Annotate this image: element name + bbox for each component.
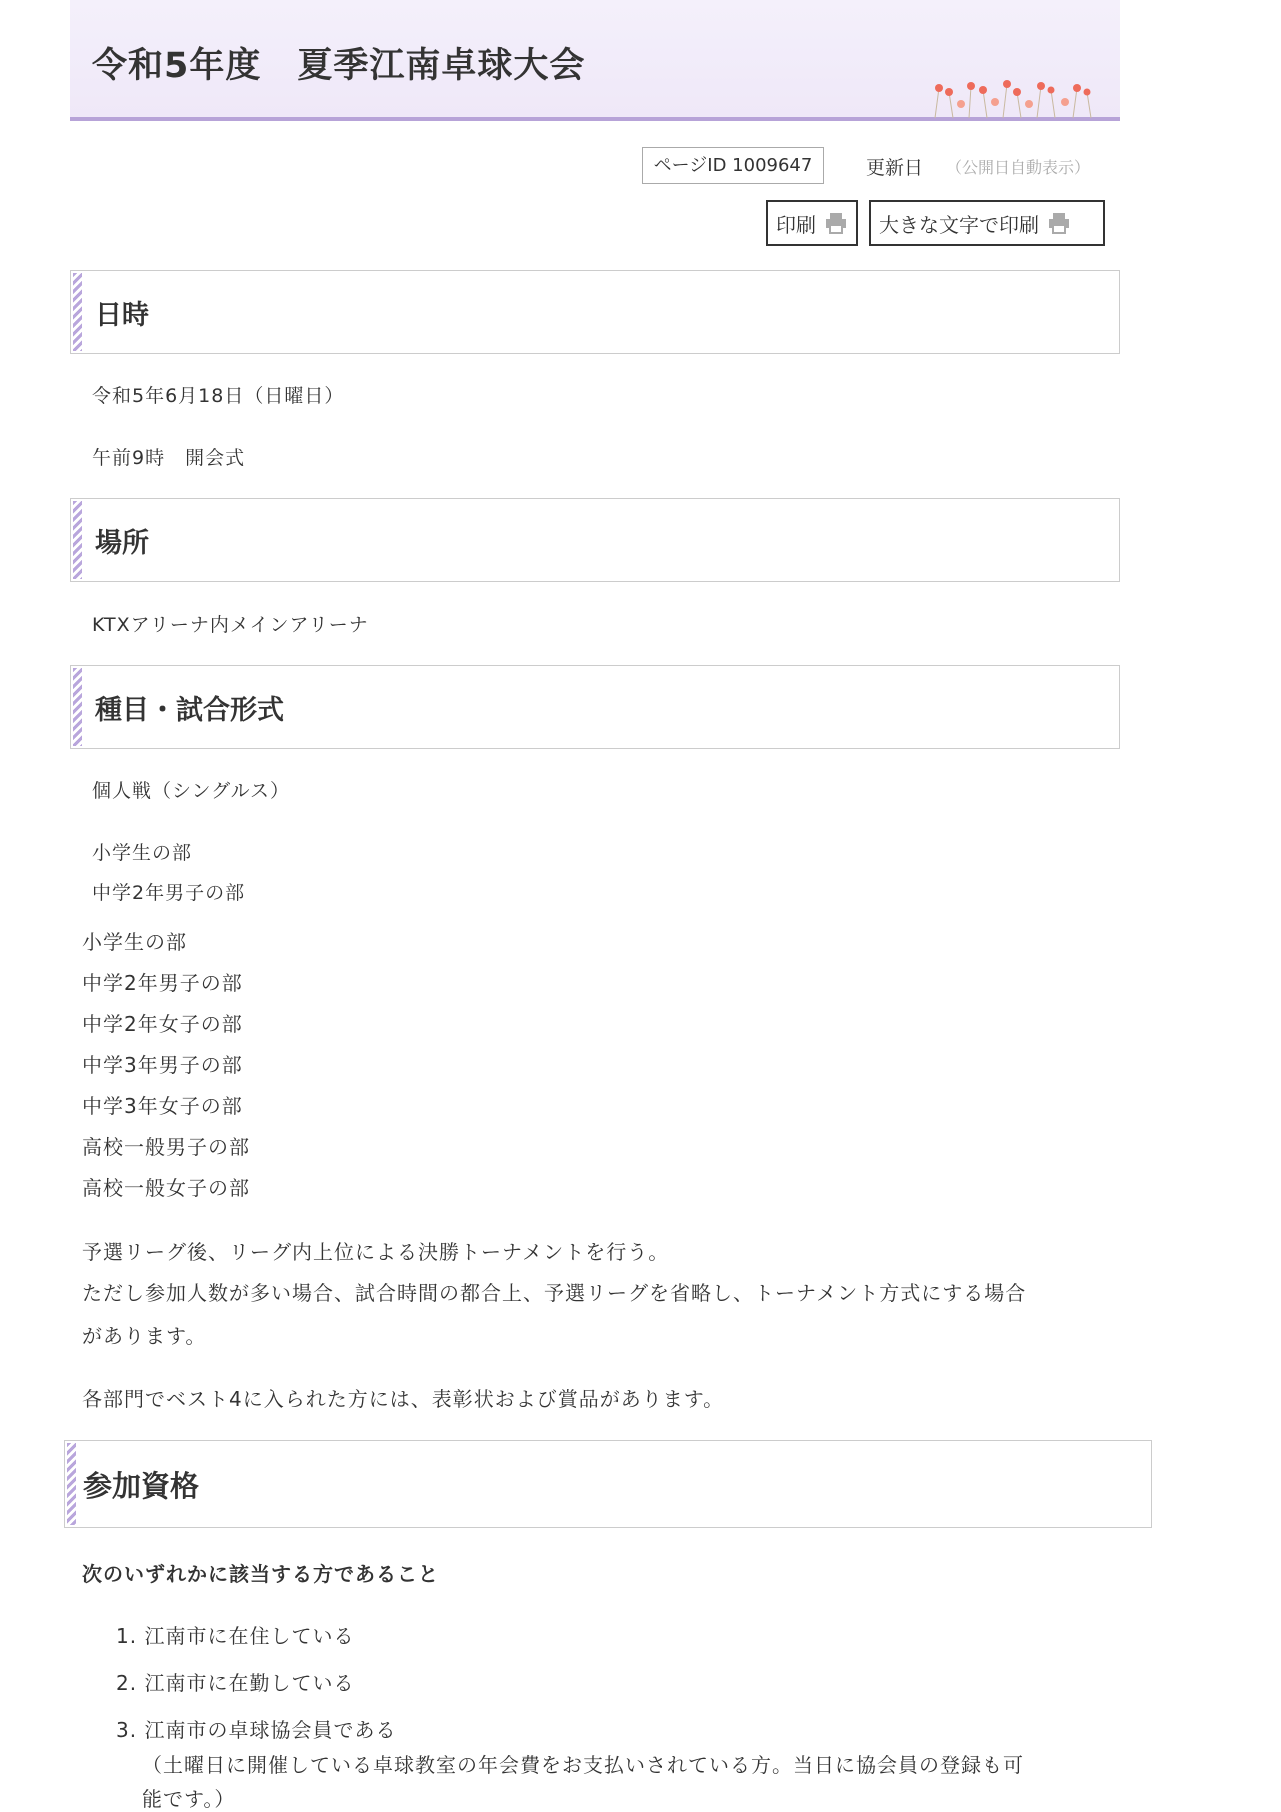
updated-value: （公開日自動表示） bbox=[946, 158, 1091, 177]
division-item: 小学生の部 bbox=[82, 930, 187, 954]
format-description: 予選リーグ後、リーグ内上位による決勝トーナメントを行う。 bbox=[82, 1240, 670, 1264]
heading-stripe bbox=[73, 273, 82, 351]
event-date: 令和5年6月18日（日曜日） bbox=[92, 385, 345, 407]
printer-icon bbox=[824, 211, 848, 235]
eligibility-note: （土曜日に開催している卓球教室の年会費をお支払いされている方。当日に協会員の登録も可 bbox=[142, 1753, 1024, 1777]
eligibility-item: 3. 江南市の卓球協会員である bbox=[116, 1718, 397, 1742]
division-item: 中学3年男子の部 bbox=[82, 1053, 243, 1077]
page-title: 令和5年度 夏季江南卓球大会 bbox=[92, 46, 586, 86]
print-button-label: 印刷 bbox=[776, 212, 816, 237]
section-heading-text: 種目・試合形式 bbox=[95, 694, 284, 726]
section-heading-text: 参加資格 bbox=[83, 1468, 200, 1503]
heading-stripe bbox=[73, 501, 82, 579]
updated-label: 更新日 bbox=[866, 157, 924, 179]
eligibility-note: 能です。） bbox=[142, 1787, 236, 1811]
division-item: 中学2年男子の部 bbox=[92, 882, 246, 904]
division-item: 中学2年男子の部 bbox=[82, 971, 243, 995]
eligibility-lead: 次のいずれかに該当する方であること bbox=[82, 1562, 439, 1586]
division-item: 高校一般女子の部 bbox=[82, 1176, 250, 1200]
section-heading-datetime bbox=[70, 270, 1120, 354]
format-description: があります。 bbox=[82, 1324, 207, 1348]
section-heading-events bbox=[70, 665, 1120, 749]
opening-time: 午前9時 開会式 bbox=[92, 447, 246, 469]
format-description: ただし参加人数が多い場合、試合時間の都合上、予選リーグを省略し、トーナメント方式にする場合 bbox=[82, 1281, 1027, 1305]
section-heading-eligibility bbox=[64, 1440, 1152, 1528]
division-item: 中学2年女子の部 bbox=[82, 1012, 243, 1036]
print-large-button-label: 大きな文字で印刷 bbox=[879, 212, 1039, 237]
division-item: 中学3年女子の部 bbox=[82, 1094, 243, 1118]
print-button[interactable] bbox=[766, 200, 858, 246]
eligibility-item: 1. 江南市に在住している bbox=[116, 1624, 355, 1648]
heading-stripe bbox=[73, 668, 82, 746]
award-note: 各部門でベスト4に入られた方には、表彰状および賞品があります。 bbox=[82, 1387, 725, 1411]
eligibility-item: 2. 江南市に在勤している bbox=[116, 1671, 355, 1695]
page-id-badge: ページID 1009647 bbox=[642, 147, 824, 184]
flower-decoration-icon bbox=[925, 78, 1105, 120]
division-item: 小学生の部 bbox=[92, 842, 193, 864]
section-heading-text: 場所 bbox=[95, 527, 149, 559]
section-heading-place bbox=[70, 498, 1120, 582]
section-heading-text: 日時 bbox=[95, 299, 149, 331]
event-type: 個人戦（シングルス） bbox=[92, 780, 291, 802]
heading-stripe bbox=[67, 1443, 76, 1525]
print-large-text-button[interactable] bbox=[869, 200, 1105, 246]
venue-name: KTXアリーナ内メインアリーナ bbox=[92, 614, 369, 636]
division-item: 高校一般男子の部 bbox=[82, 1135, 250, 1159]
printer-icon bbox=[1047, 211, 1071, 235]
